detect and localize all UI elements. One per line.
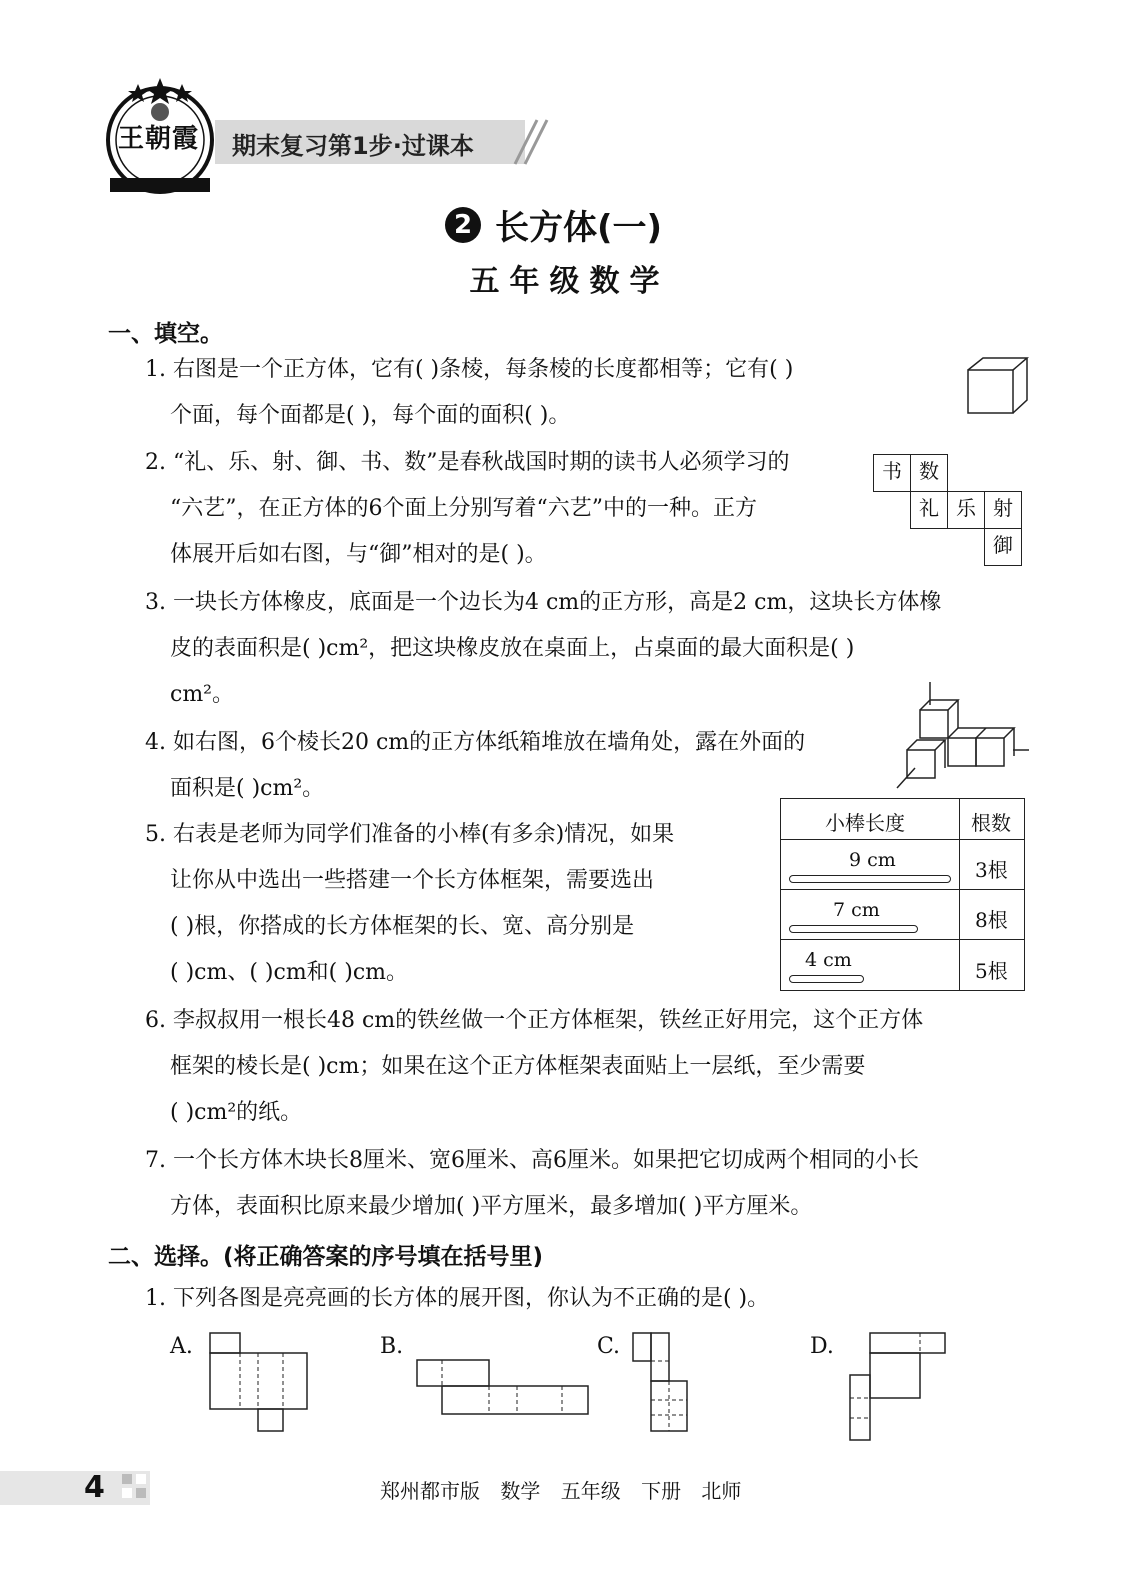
net-cell: 书 (873, 454, 911, 492)
q1-line-2: 个面，每个面都是( )，每个面的面积( )。 (170, 403, 571, 428)
cube-net-figure (873, 454, 1025, 567)
stick-bar (789, 875, 951, 883)
q7-line-2: 方体，表面积比原来最少增加( )平方厘米，最多增加( )平方厘米。 (170, 1194, 813, 1219)
lesson-title (445, 200, 662, 249)
s2-q1-text: 1. 下列各图是亮亮画的长方体的展开图，你认为不正确的是( )。 (145, 1286, 770, 1311)
net-cell: 御 (984, 528, 1022, 566)
q2-line-1: 2. “礼、乐、射、御、书、数”是春秋战国时期的读书人必须学习的 (145, 450, 790, 475)
page-number: 4 (84, 1470, 105, 1505)
net-cell: 数 (910, 454, 948, 492)
option-d-label: D. (810, 1334, 834, 1359)
q3-line-1: 3. 一块长方体橡皮，底面是一个边长为4 cm的正方形，高是2 cm，这块长方体橡 (145, 590, 942, 615)
option-b-label: B. (380, 1334, 404, 1359)
table-cell-count: 8根 (975, 908, 1008, 932)
option-c-net (628, 1330, 693, 1435)
lesson-number-badge: 2 (445, 207, 481, 243)
option-a-net (205, 1330, 310, 1435)
q5-line-2: 让你从中选出一些搭建一个长方体框架，需要选出 (170, 868, 655, 893)
footer-edition-info: 郑州都市版 数学 五年级 下册 北师 (380, 1479, 742, 1503)
option-c-label: C. (597, 1334, 621, 1359)
section-heading-fill-blank: 一、填空。 (108, 321, 223, 347)
q6-line-1: 6. 李叔叔用一根长48 cm的铁丝做一个正方体框架，铁丝正好用完，这个正方体 (145, 1008, 924, 1033)
table-cell-count: 3根 (975, 858, 1008, 882)
section-heading-choice: 二、选择。(将正确答案的序号填在括号里) (108, 1244, 544, 1270)
q2-line-2: “六艺”，在正方体的6个面上分别写着“六艺”中的一种。正方 (170, 496, 757, 521)
net-cell: 礼 (910, 491, 948, 529)
q6-line-3: ( )cm²的纸。 (170, 1100, 303, 1125)
q3-line-3: cm²。 (170, 682, 235, 707)
q5-line-1: 5. 右表是老师为同学们准备的小棒(有多余)情况，如果 (145, 822, 675, 847)
net-cell: 乐 (947, 491, 985, 529)
q7-line-1: 7. 一个长方体木块长8厘米、宽6厘米、高6厘米。如果把它切成两个相同的小长 (145, 1148, 919, 1173)
table-cell-count: 5根 (975, 959, 1008, 983)
option-d-net (845, 1330, 950, 1445)
logo-text: 王朝霞 (118, 124, 200, 154)
header-banner-text: 期末复习第1步·过课本 (232, 132, 474, 160)
q6-line-2: 框架的棱长是( )cm；如果在这个正方体框架表面贴上一层纸，至少需要 (170, 1054, 866, 1079)
lesson-title-text: 长方体(一) (495, 208, 663, 248)
option-a-label: A. (170, 1334, 193, 1359)
table-header-length: 小棒长度 (825, 811, 905, 835)
stick-bar (789, 975, 864, 983)
q5-line-3: ( )根，你搭成的长方体框架的长、宽、高分别是 (170, 914, 635, 939)
stacked-boxes-figure (895, 680, 1030, 790)
subtitle: 五年级数学 (469, 264, 670, 299)
cube-figure (965, 355, 1030, 415)
table-cell-length: 7 cm (833, 899, 880, 921)
q2-line-3: 体展开后如右图，与“御”相对的是( )。 (170, 542, 547, 567)
q1-line-1: 1. 右图是一个正方体，它有( )条棱，每条棱的长度都相等；它有( ) (145, 357, 794, 382)
q4-line-2: 面积是( )cm²。 (170, 776, 325, 801)
q5-line-4: ( )cm、( )cm和( )cm。 (170, 960, 409, 985)
stick-bar (789, 925, 918, 933)
table-header-count: 根数 (971, 811, 1011, 835)
option-b-net (412, 1355, 592, 1420)
net-cell: 射 (984, 491, 1022, 529)
stick-table (780, 798, 1025, 991)
q4-line-1: 4. 如右图，6个棱长20 cm的正方体纸箱堆放在墙角处，露在外面的 (145, 730, 806, 755)
table-cell-length: 4 cm (805, 949, 852, 971)
table-cell-length: 9 cm (849, 849, 896, 871)
footer-decoration (120, 1472, 150, 1504)
q3-line-2: 皮的表面积是( )cm²，把这块橡皮放在桌面上，占桌面的最大面积是( ) (170, 636, 855, 661)
